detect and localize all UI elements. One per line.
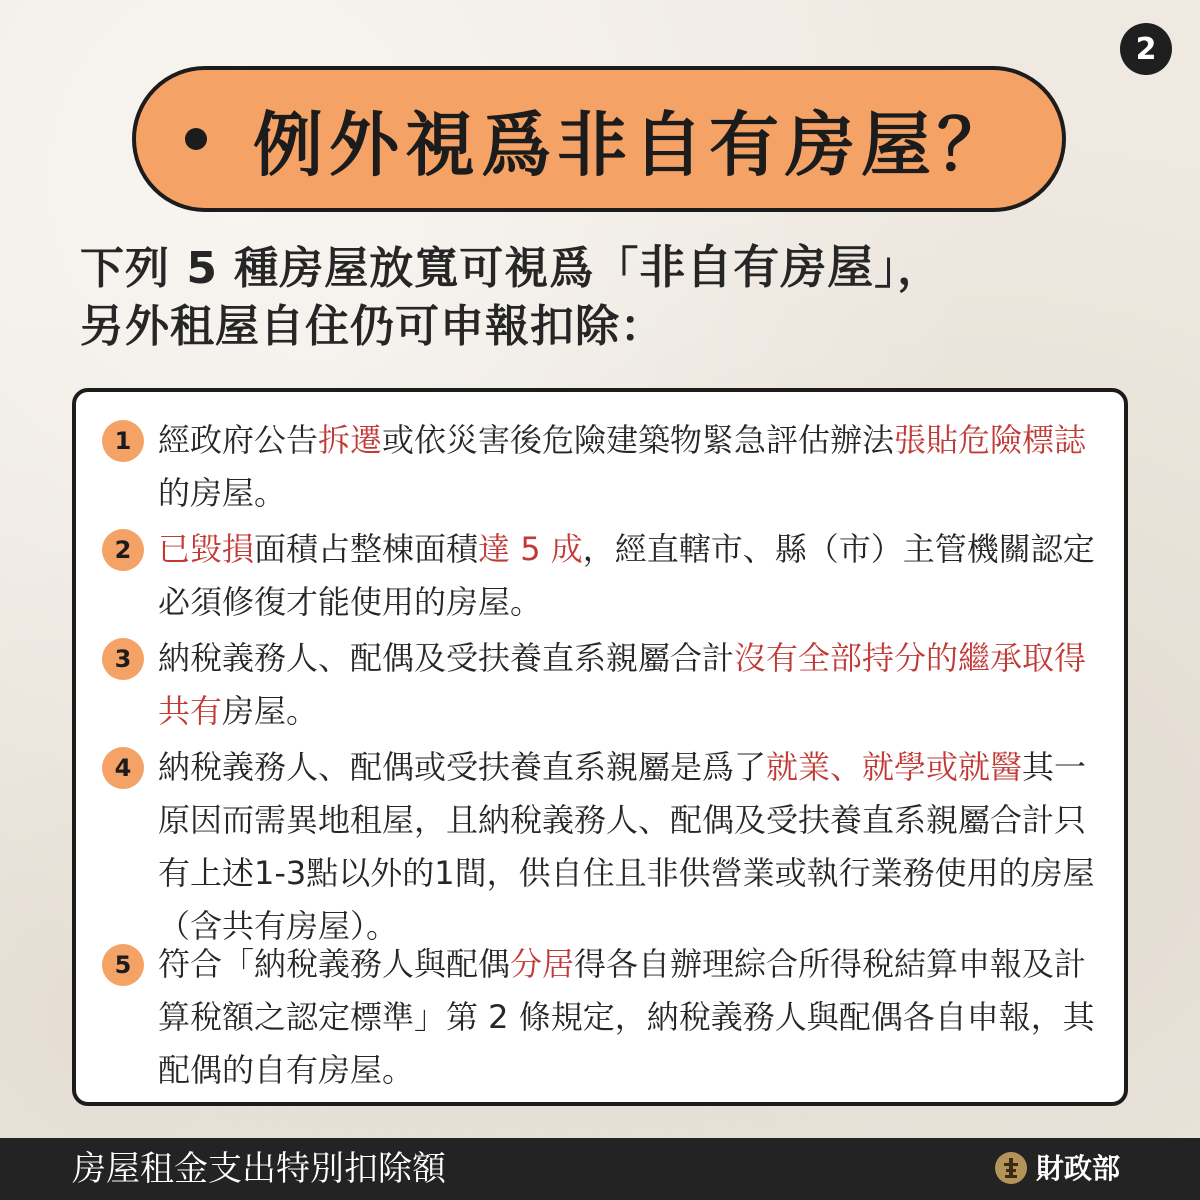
item-text-segment: 納稅義務人、配偶及受扶養直系親屬合計 (158, 639, 735, 677)
item-text (158, 632, 1103, 738)
item-number-badge: 1 (102, 420, 144, 462)
page-number-badge: 2 (1120, 23, 1172, 75)
item-highlight: 張貼危險標誌 (894, 421, 1087, 459)
footer-organization: 財政部 (1036, 1152, 1121, 1185)
item-text-segment: 其一原因而需異地租屋，且納稅義務人、配偶及受扶養直系親屬合計只有上述1-3點以外的1間，供自住且非供營業或執行業務使用的房屋（含共有房屋）。 (158, 748, 1095, 945)
item-highlight: 達 5 成 (478, 530, 583, 568)
item-text (158, 523, 1103, 629)
subtitle-line-2: 另外租屋自住仍可申報扣除： (80, 301, 665, 352)
item-highlight: 拆遷 (318, 421, 383, 459)
item-text (158, 741, 1103, 953)
item-text-segment: 面積占整棟面積 (254, 530, 479, 568)
item-text-segment: 納稅義務人、配偶或受扶養直系親屬是爲了 (158, 748, 767, 786)
subtitle-prefix: 下列 5 種房屋放寬可視爲「 (80, 243, 640, 294)
footer-title: 房屋租金支出特別扣除額 (72, 1149, 446, 1189)
subtitle-line-1 (80, 238, 1140, 298)
page-title: 例外視爲非自有房屋？ (253, 103, 1013, 186)
item-text-segment: 的房屋。 (158, 474, 287, 512)
item-text-segment: 或依災害後危險建築物緊急評估辦法 (382, 421, 895, 459)
item-highlight: 已毀損 (158, 530, 255, 568)
ministry-seal-icon (995, 1152, 1027, 1184)
item-highlight: 就業、就學或就醫 (766, 748, 1023, 786)
item-text (158, 414, 1103, 520)
subtitle (80, 238, 1140, 356)
item-text-segment: 得各自辦理綜合所得稅結算申報及計算稅額之認定標準」第 2 條規定，納稅義務人與配偶各自申報，其配偶的自有房屋。 (158, 945, 1095, 1089)
item-text-segment: 房屋。 (222, 692, 319, 730)
footer-bar (0, 1138, 1200, 1200)
item-text-segment: ，經直轄市、縣（市）主管機關認定必須修復才能使用的房屋。 (158, 530, 1095, 621)
item-text-segment: 符合「納稅義務人與配偶 (158, 945, 511, 983)
subtitle-highlight: 非自有房屋 (639, 240, 875, 294)
criteria-box (72, 388, 1128, 1106)
item-number-badge: 4 (102, 747, 144, 789)
bullet-icon (185, 128, 207, 150)
title-banner (132, 66, 1066, 212)
item-text (158, 938, 1103, 1097)
item-number-badge: 5 (102, 944, 144, 986)
subtitle-suffix: 」， (874, 243, 943, 294)
item-number-badge: 3 (102, 638, 144, 680)
item-highlight: 沒有全部持分的繼承取得共有 (158, 639, 1087, 730)
item-number-badge: 2 (102, 529, 144, 571)
item-highlight: 分居 (510, 945, 575, 983)
item-text-segment: 經政府公告 (158, 421, 319, 459)
